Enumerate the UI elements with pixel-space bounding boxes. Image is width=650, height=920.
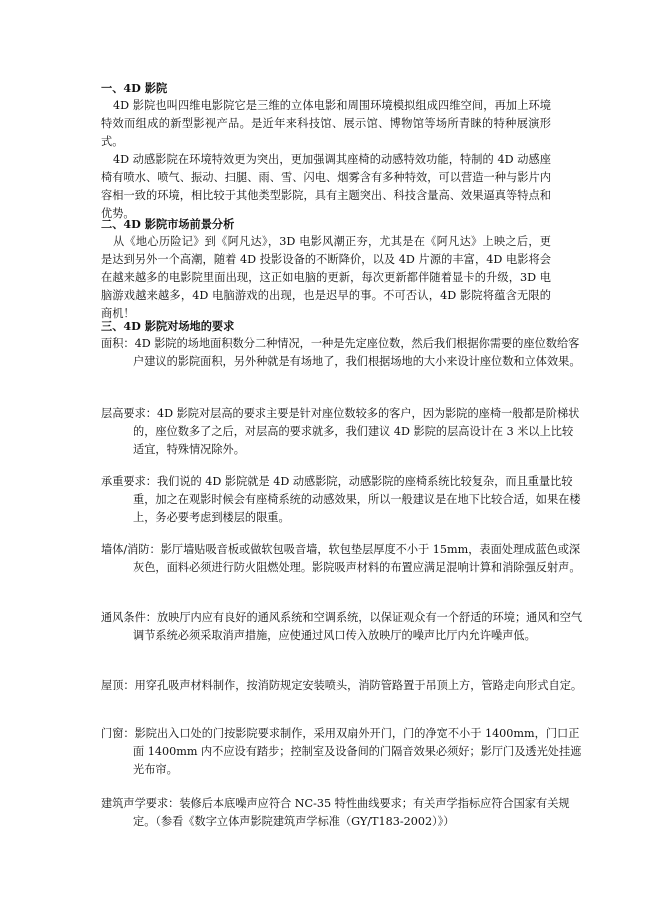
requirement-acoustics: [101, 795, 583, 831]
section3-heading: 三、4D 影院对场地的要求: [101, 319, 235, 333]
section1-heading: 一、4D 影院: [101, 81, 168, 95]
requirement-label: 层高要求：: [101, 407, 157, 420]
requirement-text: 影院出入口处的门按影院要求制作，采用双扇外开门，门的净宽不小于 1400mm，门口正面 1400mm 内不应设有踏步；控制室及设备间的门隔音效果必须好；影厅门及透光处挂遮光布帘。: [133, 727, 582, 776]
requirement-area: [101, 335, 583, 371]
requirement-label: 承重要求：: [101, 475, 157, 488]
requirement-text: 我们说的 4D 影院就是 4D 动感影院，动感影院的座椅系统比较复杂，而且重量比较重，加之在观影时候会有座椅系统的动感效果，所以一般建议是在地下比较合适，如果在楼上，务必要考虑到楼层的限重。: [133, 475, 581, 524]
requirement-doors-windows: [101, 725, 583, 779]
requirement-load-bearing: [101, 473, 583, 527]
requirement-label: 屋顶：: [101, 679, 135, 692]
requirement-wall-fire: [101, 541, 583, 577]
section1-paragraph-1: 4D 影院也叫四维电影院它是三维的立体电影和周围环境模拟组成四维空间，再加上环境特效而组成的新型影视产品。是近年来科技馆、展示馆、博物馆等场所青睐的特种展演形式。: [101, 99, 551, 148]
requirement-text: 影厅墙贴吸音板或做软包吸音墙，软包垫层厚度不小于 15mm，表面处理成蓝色或深灰色，面料必须进行防火阻燃处理。影院吸声材料的布置应满足混响计算和消除强反射声。: [133, 543, 581, 574]
requirement-text: 4D 影院的场地面积数分二种情况，一种是先定座位数，然后我们根据你需要的座位数给客户建议的影院面积，另外种就是有场地了，我们根据场地的大小来设计座位数和立体效果。: [133, 337, 581, 368]
requirement-label: 通风条件：: [101, 611, 157, 624]
requirement-ventilation: [101, 609, 583, 645]
section1-paragraph-2: 4D 动感影院在环境特效更为突出，更加强调其座椅的动感特效功能，特制的 4D 动感座椅有喷水、喷气、振动、扫腿、雨、雪、闪电、烟雾含有多种特效，可以营造一种与影片内容相一致的环境，相比较于其他类型影院，具有主题突出、科技含量高、效果逼真等特点和优势。: [101, 153, 551, 220]
requirement-label: 门窗：: [101, 727, 135, 740]
requirement-label: 建筑声学要求：: [101, 797, 180, 810]
requirement-text: 4D 影院对层高的要求主要是针对座位数较多的客户，因为影院的座椅一般都是阶梯状的，座位数多了之后，对层高的要求就多，我们建议 4D 影院的层高设计在 3 米以上比较适宜，特殊情况除外。: [133, 407, 580, 456]
requirement-label: 墙体/消防：: [101, 543, 161, 556]
section2-paragraph: 从《地心历险记》到《阿凡达》，3D 电影风潮正夯，尤其是在《阿凡达》上映之后，更是达到另外一个高潮，随着 4D 投影设备的不断降价，以及 4D 片源的丰富，4D 电影将会在越来越多的电影院里面出现，这正如电脑的更新，每次更新都伴随着显卡的升级，3D 电脑游戏越来越多，4D 电脑游戏的出现，也是迟早的事。不可否认，4D 影院将蕴含无限的商机！: [101, 235, 551, 320]
requirement-text: 装修后本底噪声应符合 NC-35 特性曲线要求；有关声学指标应符合国家有关规定。（参看《数字立体声影院建筑声学标准（GY/T183-2002）》）: [133, 797, 570, 828]
requirement-text: 放映厅内应有良好的通风系统和空调系统，以保证观众有一个舒适的环境；通风和空气调节系统必须采取消声措施，应使通过风口传入放映厅的噪声比厅内允许噪声低。: [133, 611, 583, 642]
requirement-floor-height: [101, 405, 583, 459]
section2-heading: 二、4D 影院市场前景分析: [101, 217, 235, 231]
requirement-roof: [101, 677, 583, 695]
requirement-text: 用穿孔吸声材料制作，按消防规定安装喷头，消防管路置于吊顶上方，管路走向形式自定。: [134, 679, 583, 692]
requirement-label: 面积：: [101, 337, 135, 350]
